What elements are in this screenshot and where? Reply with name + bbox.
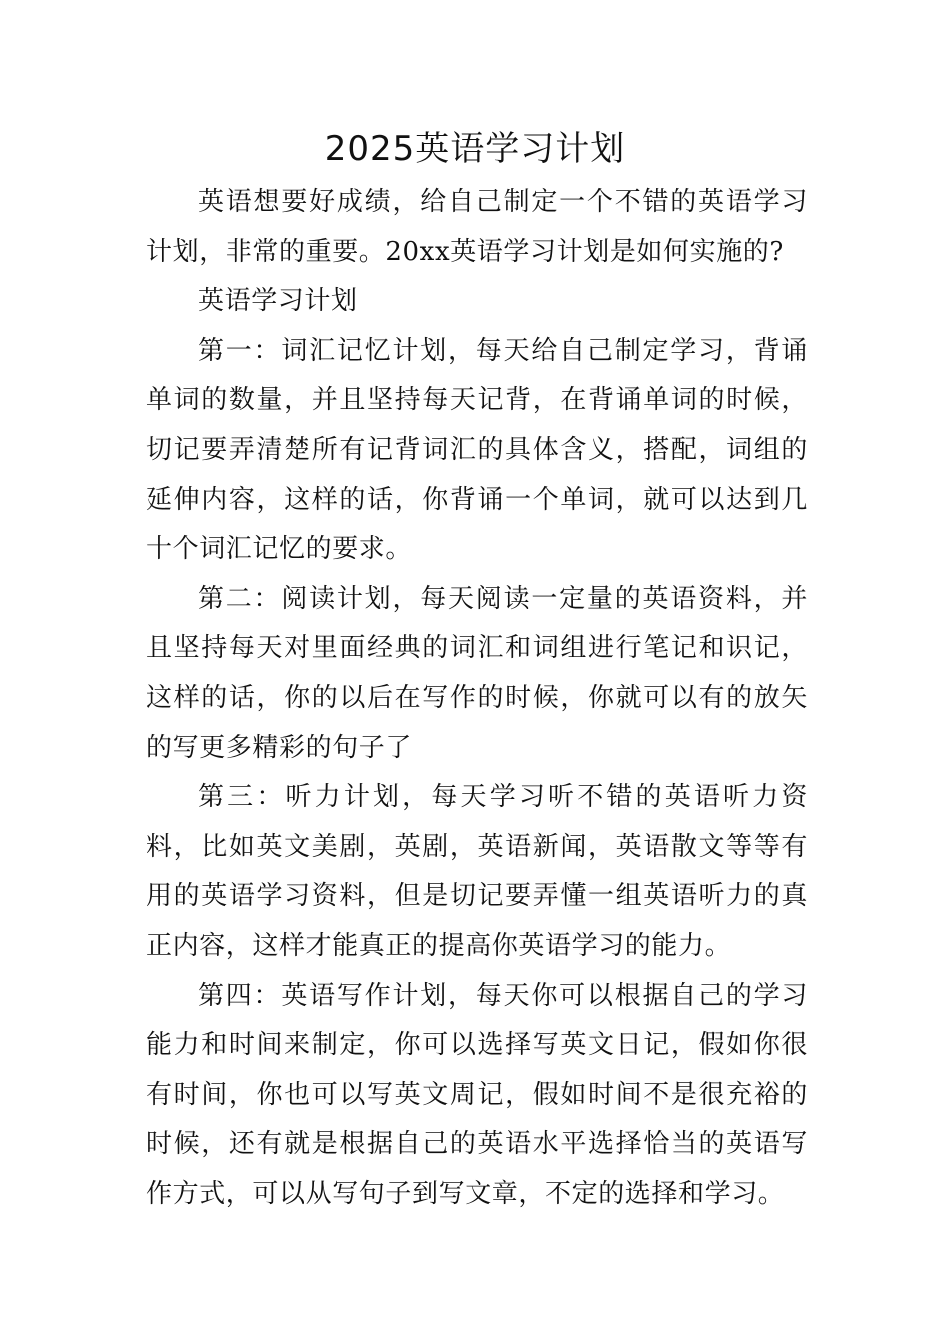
paragraph-vocabulary-plan: 第一：词汇记忆计划，每天给自己制定学习，背诵单词的数量，并且坚持每天记背，在背诵单词的时候，切记要弄清楚所有记背词汇的具体含义，搭配，词组的延伸内容，这样的话，你背诵一个单词，就可以达到几十个词汇记忆的要求。 — [146, 335, 808, 565]
document-title: 2025英语学习计划 — [324, 129, 626, 169]
paragraph-reading-plan: 第二：阅读计划，每天阅读一定量的英语资料，并且坚持每天对里面经典的词汇和词组进行笔记和识记，这样的话，你的以后在写作的时候，你就可以有的放矢的写更多精彩的句子了 — [146, 583, 808, 763]
paragraph-subheading: 英语学习计划 — [198, 286, 358, 317]
paragraph-listening-plan: 第三：听力计划，每天学习听不错的英语听力资料，比如英文美剧，英剧，英语新闻，英语散文等等有用的英语学习资料，但是切记要弄懂一组英语听力的真正内容，这样才能真正的提高你英语学习的能力。 — [146, 782, 808, 961]
document-body — [146, 178, 808, 1219]
paragraph-intro: 英语想要好成绩，给自己制定一个不错的英语学习计划，非常的重要。20xx英语学习计划是如何实施的? — [146, 187, 808, 267]
paragraph-writing-plan: 第四：英语写作计划，每天你可以根据自己的学习能力和时间来制定，你可以选择写英文日记，假如你很有时间，你也可以写英文周记，假如时间不是很充裕的时候，还有就是根据自己的英语水平选择恰当的英语写作方式，可以从写句子到写文章，不定的选择和学习。 — [146, 980, 808, 1209]
